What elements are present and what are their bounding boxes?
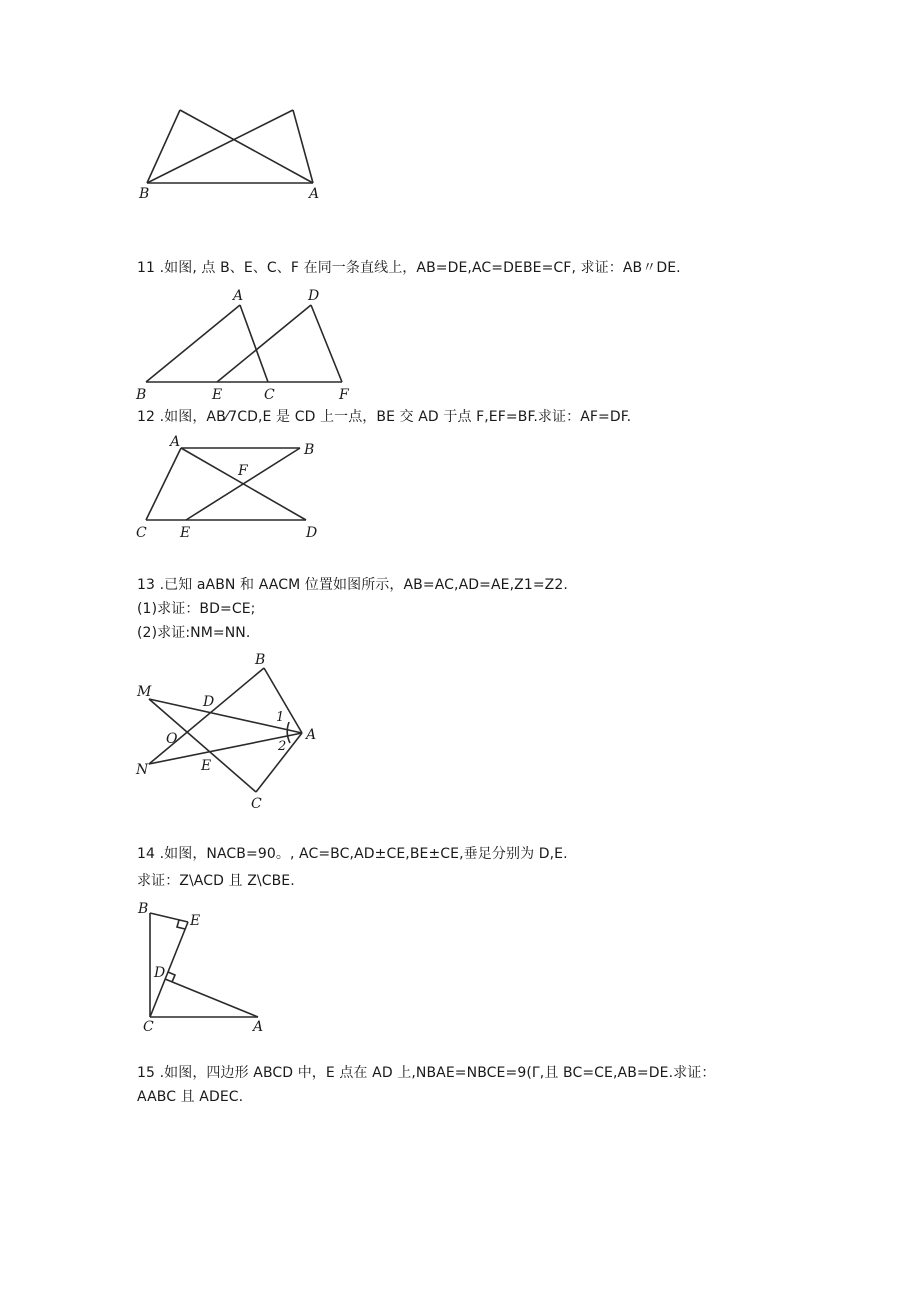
label-b: B xyxy=(304,442,315,458)
label-e: E xyxy=(180,525,191,541)
figure-q12 xyxy=(130,433,330,543)
q13-part2: (2)求证:NM=NN. xyxy=(137,625,251,641)
label-a: A xyxy=(233,288,244,304)
label-c: C xyxy=(136,525,147,541)
segment-df xyxy=(311,305,342,382)
label-1: 1 xyxy=(276,710,285,725)
label-m: M xyxy=(137,684,152,700)
q15-cont: AABC 且 ADEC. xyxy=(137,1089,244,1105)
figure-q10 xyxy=(130,100,330,205)
label-c: C xyxy=(251,796,262,812)
label-e: E xyxy=(201,758,212,774)
label-f: F xyxy=(238,463,248,479)
segment-da xyxy=(165,979,258,1017)
label-b: B xyxy=(255,652,266,668)
q14-prove: 求证：Z\ACD 且 Z\CBE. xyxy=(137,873,295,889)
segment-a-top xyxy=(293,110,313,183)
label-b: B xyxy=(136,387,147,403)
q12-text: 12 .如图，AB⁄7CD,E 是 CD 上一点，BE 交 AD 于点 F,EF=BF.求证：AF=DF. xyxy=(137,409,632,425)
label-c: C xyxy=(143,1019,154,1035)
segment-ac xyxy=(146,448,181,520)
label-e: E xyxy=(212,387,223,403)
label-f: F xyxy=(339,387,349,403)
label-c: C xyxy=(264,387,275,403)
q13-part1: (1)求证：BD=CE; xyxy=(137,601,256,617)
label-d: D xyxy=(154,965,166,981)
segment-be xyxy=(150,913,188,922)
diagonal-b xyxy=(147,110,293,183)
q11-text: 11 .如图, 点 B、E、C、F 在同一条直线上，AB=DE,AC=DEBE=CF, 求证：AB〃DE. xyxy=(137,260,681,276)
segment-ba xyxy=(146,305,240,382)
label-b: B xyxy=(138,901,149,917)
label-a: A xyxy=(309,186,320,202)
label-2: 2 xyxy=(278,739,287,754)
angle-arc xyxy=(287,722,290,743)
label-d: D xyxy=(306,525,318,541)
q15-text: 15 .如图，四边形 ABCD 中，E 点在 AD 上,NBAE=NBCE=9(Γ,且 BC=CE,AB=DE.求证： xyxy=(137,1065,716,1081)
label-b: B xyxy=(139,186,150,202)
label-a: A xyxy=(170,434,181,450)
figure-q14 xyxy=(130,897,290,1035)
label-d: D xyxy=(203,694,215,710)
label-e: E xyxy=(190,913,201,929)
label-a: A xyxy=(253,1019,264,1035)
q14-text: 14 .如图，NACB=90。, AC=BC,AD±CE,BE±CE,垂足分别为 D,E. xyxy=(137,846,568,862)
figure-q13 xyxy=(130,648,330,813)
label-a: A xyxy=(306,727,317,743)
label-n: N xyxy=(136,762,149,778)
segment-b-top xyxy=(147,110,180,183)
label-d: D xyxy=(308,288,320,304)
q13-text: 13 .已知 aABN 和 AACM 位置如图所示，AB=AC,AD=AE,Z1=Z2. xyxy=(137,577,568,593)
diagonal-a xyxy=(180,110,313,183)
label-o: O xyxy=(166,731,178,747)
segment-be xyxy=(186,448,300,520)
figure-q11 xyxy=(130,285,360,403)
